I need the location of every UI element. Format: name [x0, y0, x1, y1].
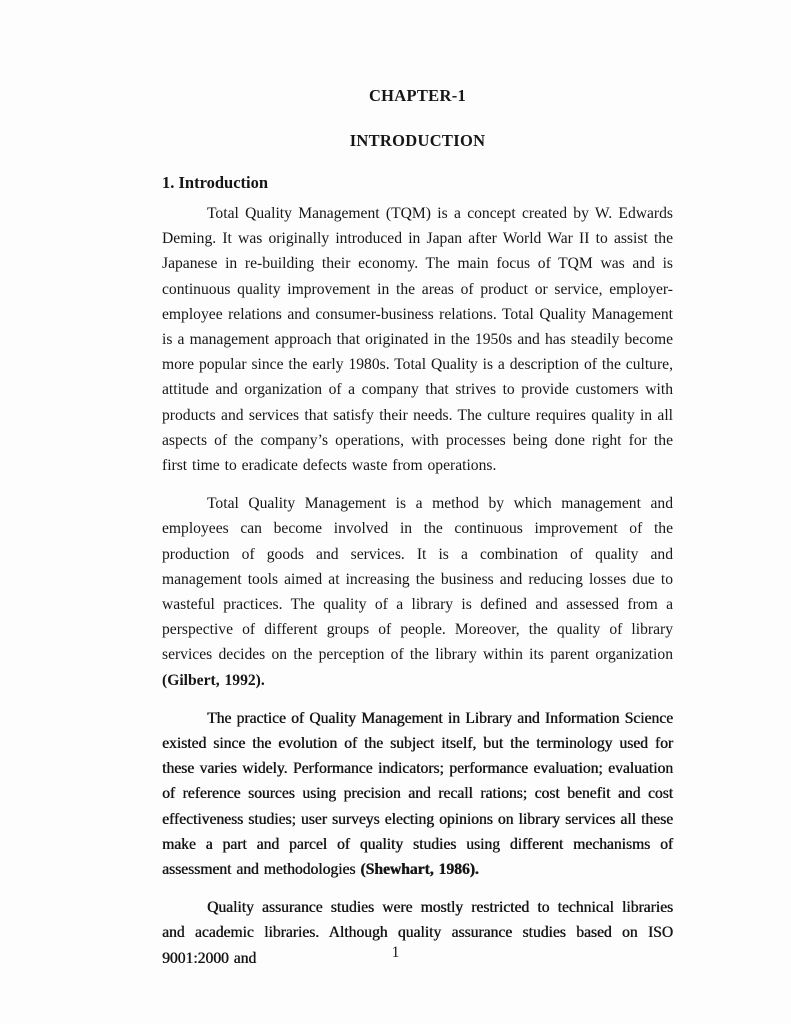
page-content	[162, 86, 673, 984]
paragraph-2-text: Total Quality Management is a method by which management and employees can become involved in the continuous improvement of the production of goods and services. It is a combination of quality and management tools aimed at increasing the business and reducing losses due to wasteful practices. The quality of a library is defined and assessed from a perspective of different groups of people. Moreover, the quality of library services decides on the perception of the library within its parent organization	[162, 495, 673, 664]
citation-shewhart-1986: (Shewhart, 1986).	[360, 861, 479, 879]
paragraph-1-text: Total Quality Management (TQM) is a concept created by W. Edwards Deming. It was originally introduced in Japan after World War II to assist the Japanese in re-building their economy. The main focus of TQM was and is continuous quality improvement in the areas of product or service, employer-employee relations and consumer-business relations. Total Quality Management is a management approach that originated in the 1950s and has steadily become more popular since the early 1980s. Total Quality is a description of the culture, attitude and organization of a company that strives to provide customers with products and services that satisfy their needs. The culture requires quality in all aspects of the company’s operations, with processes being done right for the first time to eradicate defects waste from operations.	[162, 205, 673, 475]
section-heading: 1. Introduction	[162, 173, 269, 192]
paragraph-2	[162, 491, 673, 693]
title-heading: INTRODUCTION	[349, 131, 486, 150]
page-number: 1	[391, 944, 400, 961]
paragraph-1	[162, 201, 673, 478]
paragraph-4-text: Quality assurance studies were mostly restricted to technical libraries and academic libraries. Although quality assurance studies based on ISO 9001:2000 and	[162, 899, 673, 967]
chapter-heading: CHAPTER-1	[368, 86, 467, 105]
citation-gilbert-1992: (Gilbert, 1992).	[162, 671, 265, 689]
paragraph-3	[162, 706, 673, 882]
paragraph-3-text: The practice of Quality Management in Library and Information Science existed since the evolution of the subject itself, but the terminology used for these varies widely. Performance indicators; performance evaluation; evaluation of reference sources using precision and recall rations; cost benefit and cost effectiveness studies; user surveys electing opinions on library services all these make a part and parcel of quality studies using different mechanisms of assessment and methodologies	[162, 709, 673, 879]
